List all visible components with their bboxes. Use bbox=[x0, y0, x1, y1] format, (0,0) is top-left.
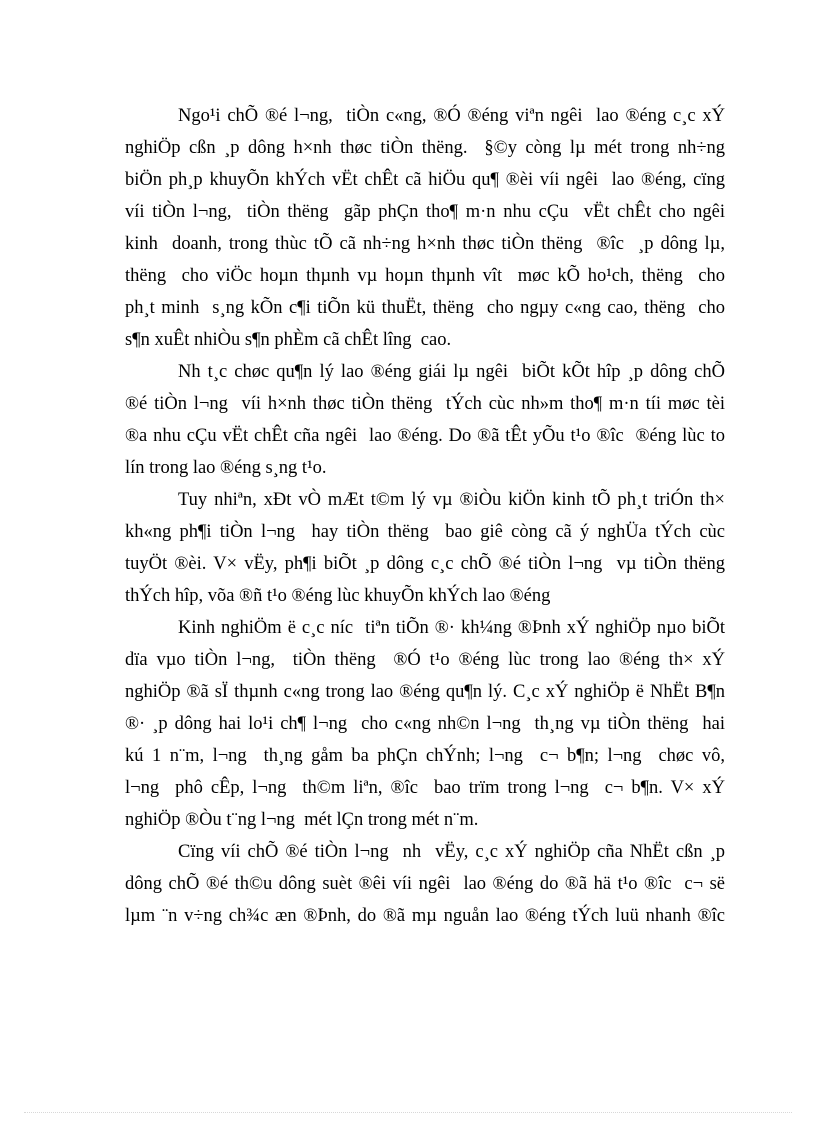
page-bottom-divider bbox=[24, 1112, 792, 1113]
text-line: ph¸t minh s¸ng kÕn c¶i tiÕn kü thuËt, thëng cho ngµy c«ng cao, thëng cho bbox=[125, 298, 725, 318]
text-line: Kinh nghiÖm ë c¸c níc tiªn tiÕn ®· kh¼ng ®Þnh xÝ nghiÖp nµo biÕt bbox=[178, 618, 725, 638]
text-line: l¬ng phô cÊp, l¬ng th©m liªn, ®îc bao trïm trong l¬ng c¬ b¶n. V× xÝ bbox=[125, 778, 725, 798]
body-text bbox=[125, 100, 725, 932]
paragraph-5 bbox=[125, 836, 725, 932]
text-line: Tuy nhiªn, xÐt vÒ mÆt t©m lý vµ ®iÒu kiÖn kinh tÕ ph¸t triÓn th× bbox=[178, 490, 725, 510]
text-line: kh«ng ph¶i tiÒn l¬ng hay tiÒn thëng bao giê còng cã ý nghÜa tÝch cùc bbox=[125, 522, 725, 542]
text-line: dïa vµo tiÒn l¬ng, tiÒn thëng ®Ó t¹o ®éng lùc trong lao ®éng th× xÝ bbox=[125, 650, 725, 670]
text-line: nghiÖp ®ã sÏ thµnh c«ng trong lao ®éng qu¶n lý. C¸c xÝ nghiÖp ë NhËt B¶n bbox=[125, 682, 725, 702]
text-line: Cïng víi chÕ ®é tiÒn l¬ng nh vËy, c¸c xÝ nghiÖp cña NhËt cßn ¸p bbox=[178, 842, 725, 862]
text-line: biÖn ph¸p khuyÕn khÝch vËt chÊt cã hiÖu qu¶ ®èi víi ngêi lao ®éng, cïng bbox=[125, 170, 725, 190]
text-line: dông chÕ ®é th©u dông suèt ®êi víi ngêi lao ®éng do ®ã hä t¹o ®îc c¬ së bbox=[125, 874, 725, 894]
paragraph-2 bbox=[125, 356, 725, 484]
paragraph-1 bbox=[125, 100, 725, 356]
text-line: tuyÖt ®èi. V× vËy, ph¶i biÕt ¸p dông c¸c chÕ ®é tiÒn l¬ng vµ tiÒn thëng bbox=[125, 554, 725, 574]
text-line: ®· ¸p dông hai lo¹i ch¶ l¬ng cho c«ng nh©n l¬ng th¸ng vµ tiÒn thëng hai bbox=[125, 714, 725, 734]
text-line: ®é tiÒn l¬ng víi h×nh thøc tiÒn thëng tÝch cùc nh»m tho¶ m·n tíi møc tèi bbox=[125, 394, 725, 414]
text-line: lµm ¨n v÷ng ch¾c æn ®Þnh, do ®ã mµ nguån lao ®éng tÝch luü nhanh ®îc bbox=[125, 906, 725, 926]
paragraph-3 bbox=[125, 484, 725, 612]
text-line: lín trong lao ®éng s¸ng t¹o. bbox=[125, 458, 327, 478]
text-line: Ngo¹i chÕ ®é l¬ng, tiÒn c«ng, ®Ó ®éng viªn ngêi lao ®éng c¸c xÝ bbox=[178, 106, 725, 126]
text-line: víi tiÒn l¬ng, tiÒn thëng gãp phÇn tho¶ m·n nhu cÇu vËt chÊt cho ngêi bbox=[125, 202, 725, 222]
text-line: ®a nhu cÇu vËt chÊt cña ngêi lao ®éng. Do ®ã tÊt yÕu t¹o ®îc ®éng lùc to bbox=[125, 426, 725, 446]
text-line: thëng cho viÖc hoµn thµnh vµ hoµn thµnh vît møc kÕ ho¹ch, thëng cho bbox=[125, 266, 725, 286]
text-line: nghiÖp ®Òu t¨ng l¬ng mét lÇn trong mét n¨m. bbox=[125, 810, 479, 830]
text-line: Nh t¸c chøc qu¶n lý lao ®éng giái lµ ngêi biÕt kÕt hîp ¸p dông chÕ bbox=[178, 362, 725, 382]
text-line: kú 1 n¨m, l¬ng th¸ng gåm ba phÇn chÝnh; l¬ng c¬ b¶n; l¬ng chøc vô, bbox=[125, 746, 725, 766]
text-line: thÝch hîp, võa ®ñ t¹o ®éng lùc khuyÕn khÝch lao ®éng bbox=[125, 586, 551, 606]
text-line: s¶n xuÊt nhiÒu s¶n phÈm cã chÊt lîng cao. bbox=[125, 330, 452, 350]
text-line: kinh doanh, trong thùc tÕ cã nh÷ng h×nh thøc tiÒn thëng ®îc ¸p dông lµ, bbox=[125, 234, 725, 254]
text-line: nghiÖp cßn ¸p dông h×nh thøc tiÒn thëng. §©y còng lµ mét trong nh÷ng bbox=[125, 138, 725, 158]
paragraph-4 bbox=[125, 612, 725, 836]
